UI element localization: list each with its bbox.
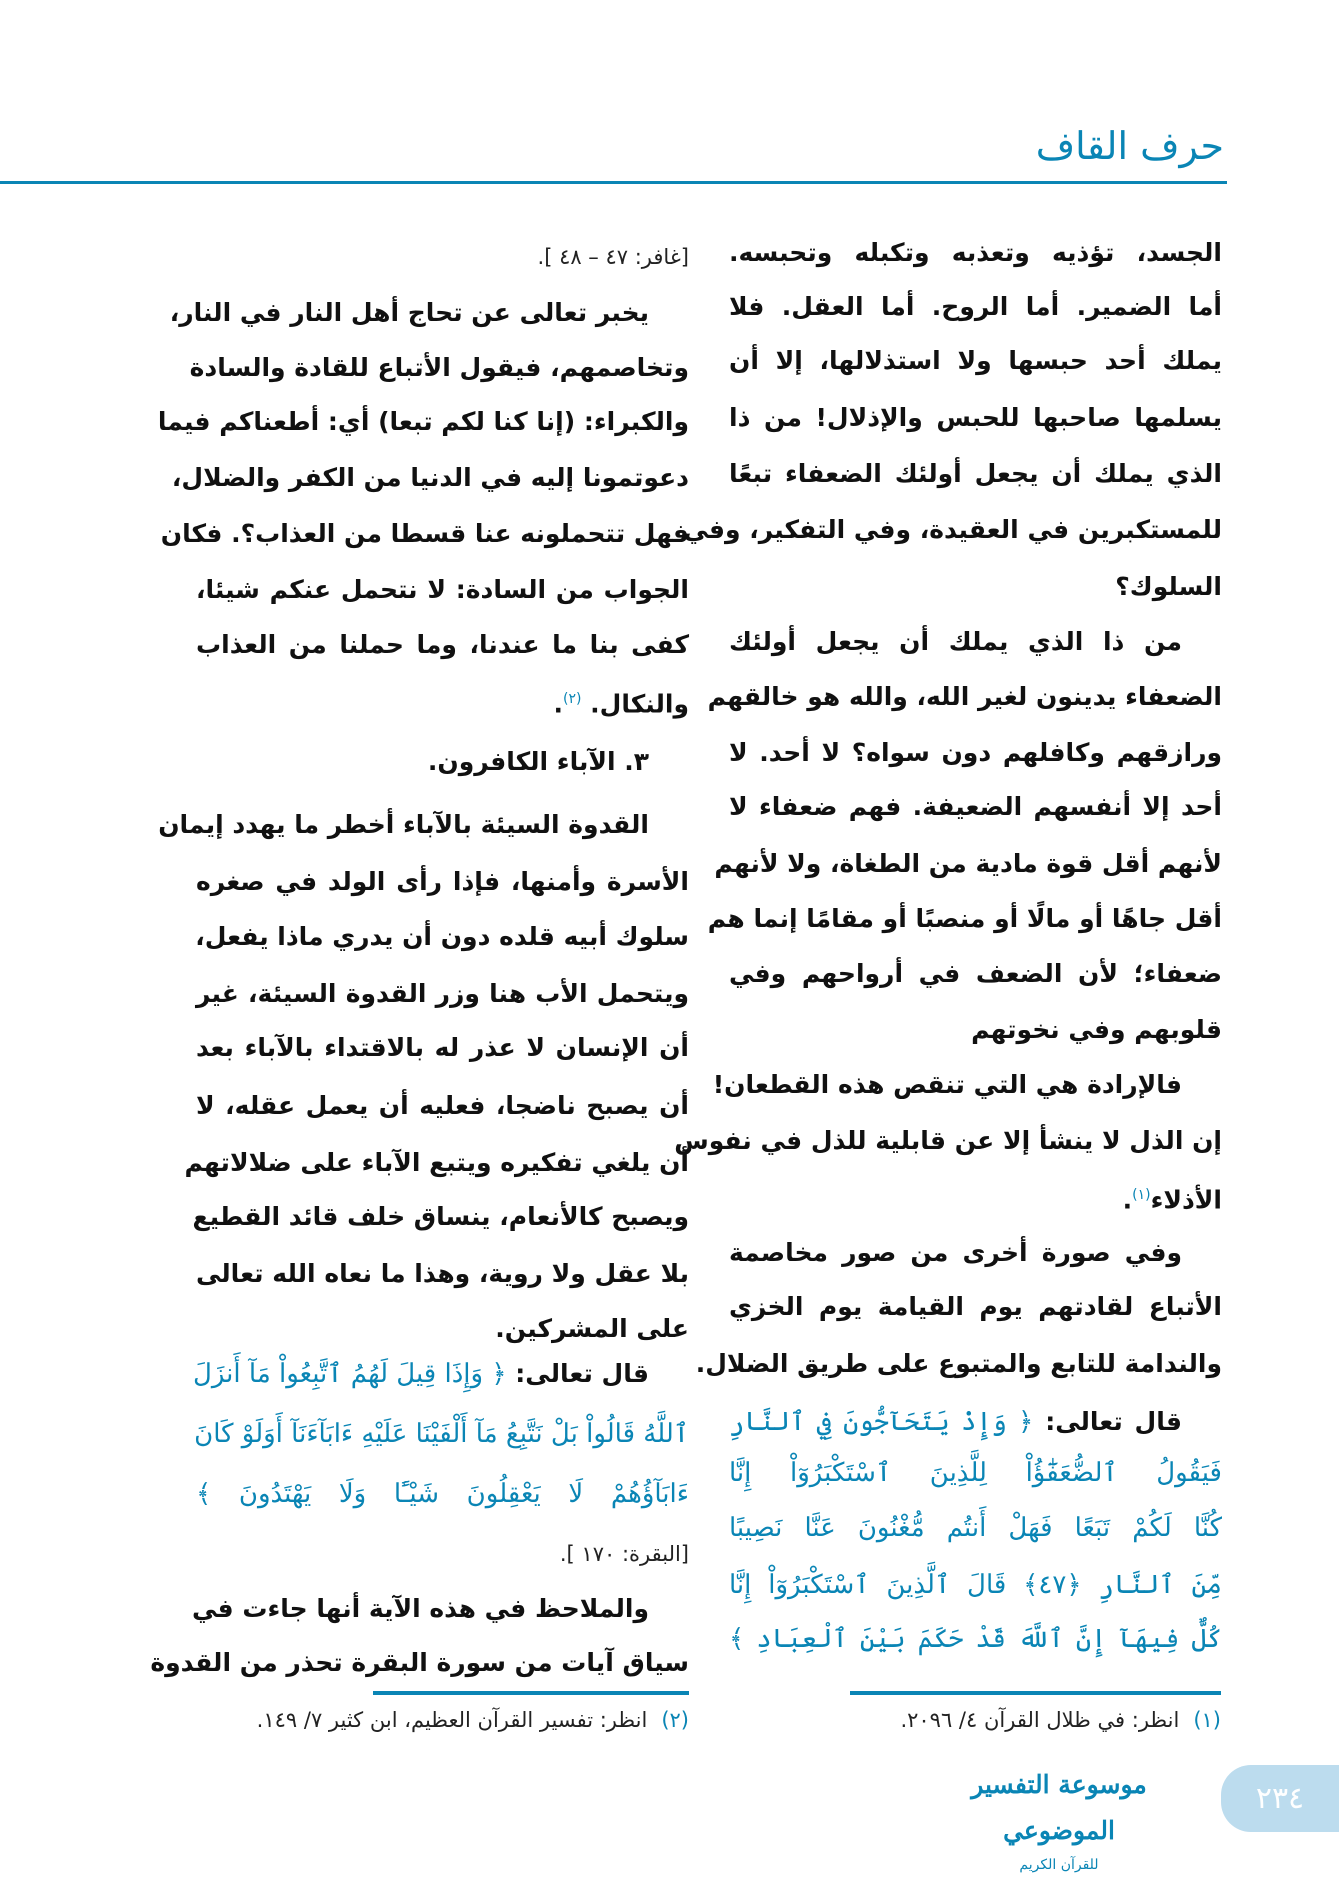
line-text: الأسرة وأمنها، فإذا رأى الولد في صغره [196,867,689,896]
text-line [729,1167,1222,1223]
quran-verse-line [729,1445,1222,1501]
quran-verse-line [192,1346,689,1402]
text-line [196,1246,689,1302]
footnote-marker[interactable]: (١) [1132,1187,1151,1203]
quran-text: مِّنَ ٱلنَّارِ ﴿٤٧﴾ قَالَ ٱلَّذِينَ ٱسْتَكْبَرُوٓاْ إِنَّا [729,1570,1222,1600]
text-line [729,390,1222,446]
line-tail: . [1122,1185,1133,1215]
line-text: الضعفاء يدينون لغير الله، والله هو خالقهم [707,682,1222,711]
line-text: القدوة السيئة بالآباء أخطر ما يهدد إيمان [158,810,649,839]
logo-title: موسوعة التفسير الموضوعي [971,1770,1147,1845]
text-line [674,1113,1222,1169]
line-text: وتخاصمهم، فيقول الأتباع للقادة والسادة [189,353,689,382]
line-text: قلوبهم وفي نخوتهم [971,1015,1222,1044]
quran-verse-line [729,1611,1222,1667]
quran-text: ﴿ وَإِذَا قِيلَ لَهُمُ ٱتَّبِعُواْ مَآ أَنزَلَ [192,1359,507,1389]
line-text: والكبراء: (إنا كنا لكم تبعا) أي: أطعناكم فيما [157,407,689,436]
quran-verse-line [196,1406,689,1462]
text-line [157,394,689,450]
verse-intro: قال تعالى: [506,1359,649,1388]
text-line [683,502,1222,558]
line-text: دعوتمونا إليه في الدنيا من الكفر والضلال، [171,463,689,492]
line-text: يسلمها صاحبها للحبس والإذلال! من ذا [729,403,1222,432]
footnote-text: انظر: تفسير القرآن العظيم، ابن كثير ٧/ ١٤٩. [256,1708,648,1732]
left-text-column [150,0,689,1700]
line-text: على المشركين. [495,1314,689,1343]
chapter-title: حرف القاف [1035,124,1224,168]
text-line [196,617,689,673]
text-line [729,779,1222,835]
text-line [169,285,689,341]
line-text: كفى بنا ما عندنا، وما حملنا من العذاب [196,630,689,659]
text-line [160,506,689,562]
line-text: أن الإنسان لا عذر له بالاقتداء بالآباء بعد [196,1033,689,1062]
line-text: من ذا الذي يملك أن يجعل أولئك [729,627,1182,656]
text-line [712,1057,1222,1113]
quran-text: ءَابَآؤُهُمْ لَا يَعْقِلُونَ شَيْـًٔا وَلَا يَهْتَدُونَ ﴾ [196,1479,689,1509]
text-line [729,333,1222,389]
quran-text: ٱللَّهُ قَالُواْ بَلْ نَتَّبِعُ مَآ أَلْفَيْنَا عَلَيْهِ ءَابَآءَنَآ أَوَلَوْ كَانَ [194,1419,689,1449]
line-text: الذي يملك أن يجعل أولئك الضعفاء تبعًا [729,459,1222,488]
line-text: أما الضمير. أما الروح. أما العقل. فلا [729,292,1222,321]
text-line [192,1581,689,1637]
text-line [707,891,1222,947]
verse-reference [196,229,689,285]
footnote-text: انظر: في ظلال القرآن ٤/ ٢٠٩٦. [900,1708,1180,1732]
footnote-2 [257,1708,689,1732]
text-line [196,1020,689,1076]
line-text: إن الذل لا ينشأ إلا عن قابلية للذل في نفوس [674,1126,1222,1155]
verse-intro: قال تعالى: [1033,1407,1183,1436]
quran-text: كُلٌّ فِيهَآ إِنَّ ٱللَّهَ قَدْ حَكَمَ بَيْنَ ٱلْعِبَادِ ﴾ [729,1624,1222,1654]
footnote-1 [900,1708,1221,1732]
line-text: أقل جاهًا أو مالًا أو منصبًا أو مقامًا إنما هم [707,904,1222,933]
verse-reference [196,1526,689,1582]
encyclopedia-logo [934,1762,1184,1873]
line-text: ورازقهم وكافلهم دون سواه؟ لا أحد. لا [729,738,1222,767]
footnote-divider-left [373,1691,689,1695]
quran-text: ﴿ وَإِذْ يَتَحَآجُّونَ فِي ٱلنَّارِ [729,1407,1034,1437]
line-text: سياق آيات من سورة البقرة تحذر من القدوة [150,1648,689,1677]
text-line [729,614,1222,670]
text-line [729,725,1222,781]
quran-verse-line [729,1557,1222,1613]
text-line [196,734,689,790]
line-text: أن يلغي تفكيره ويتبع الآباء على ضلالاتهم [184,1148,689,1177]
line-text: يخبر تعالى عن تحاج أهل النار في النار، [169,298,649,327]
line-text: الجواب من السادة: لا نتحمل عنكم شيئا، [196,575,689,604]
line-text: لأنهم أقل قوة مادية من الطغاة، ولا لأنهم [714,849,1222,878]
text-line [707,669,1222,725]
text-line [729,279,1222,335]
footnote-number: (١) [1193,1708,1221,1732]
text-line [150,1635,689,1691]
text-line [192,1189,689,1245]
line-text: سلوك أبيه قلده دون أن يدري ماذا يفعل، [195,922,689,951]
text-line [729,1225,1222,1281]
line-text: الأذلاء [1150,1185,1222,1215]
line-text: ويتحمل الأب هنا وزر القدوة السيئة، غير [196,979,689,1008]
line-text: ويصبح كالأنعام، ينساق خلف قائد القطيع [192,1202,689,1231]
footnote-divider-right [850,1691,1221,1695]
text-line [729,559,1222,615]
text-line [196,671,689,727]
line-text: [غافر: ٤٧ – ٤٨ ]. [537,245,689,269]
quran-text: فَيَقُولُ ٱلضُّعَفَٰٓؤُاْ لِلَّذِينَ ٱسْتَكْبَرُوٓاْ إِنَّا [729,1458,1222,1488]
footnote-marker[interactable]: (٢) [563,691,582,707]
line-text: للمستكبرين في العقيدة، وفي التفكير، وفي [683,515,1222,544]
quran-verse-line [196,1466,689,1522]
right-text-column [674,0,1222,1700]
line-text: والندامة للتابع والمتبوع على طريق الضلال. [695,1349,1222,1378]
line-text: ضعفاء؛ لأن الضعف في أرواحهم وفي [729,959,1222,988]
text-line [729,446,1222,502]
line-text: فهل تتحملونه عنا قسطا من العذاب؟. فكان [160,519,689,548]
text-line [196,854,689,910]
line-text: [البقرة: ١٧٠ ]. [559,1542,689,1566]
line-text: الأتباع لقادتهم يوم القيامة يوم الخزي [729,1292,1222,1321]
text-line [714,836,1222,892]
text-line [184,1135,689,1191]
line-text: أن يصبح ناضجا، فعليه أن يعمل عقله، لا [196,1091,689,1120]
quran-text: كُنَّا لَكُمْ تَبَعًا فَهَلْ أَنتُم مُّغْنُونَ عَنَّا نَصِيبًا [729,1513,1222,1543]
text-line [196,1078,689,1134]
logo-subtitle: للقرآن الكريم [1019,1857,1099,1873]
page-number: ٢٣٤ [1221,1765,1339,1832]
line-text: الجسد، تؤذيه وتعذبه وتكبله وتحبسه. [729,238,1222,267]
text-line [158,797,689,853]
line-text: بلا عقل ولا روية، وهذا ما نعاه الله تعالى [196,1259,689,1288]
footnote-number: (٢) [661,1708,689,1732]
line-text: وفي صورة أخرى من صور مخاصمة [729,1238,1182,1267]
text-line [729,946,1222,1002]
line-text: السلوك؟ [1115,572,1222,601]
text-line [189,340,689,396]
line-text: أحد إلا أنفسهم الضعيفة. فهم ضعفاء لا [729,792,1222,821]
quran-verse-line [729,1500,1222,1556]
line-text: فالإرادة هي التي تنقص هذه القطعان! [712,1070,1182,1099]
text-line [196,909,689,965]
text-line [196,966,689,1022]
line-text: والملاحظ في هذه الآية أنها جاءت في [192,1594,649,1623]
line-text: والنكال. [581,689,689,719]
text-line [729,1279,1222,1335]
quran-verse-line [729,1394,1222,1450]
text-line [196,562,689,618]
line-tail: . [553,689,563,719]
line-text: يملك أحد حبسها ولا استذلالها، إلا أن [729,346,1222,375]
text-line [729,225,1222,281]
text-line [171,450,689,506]
text-line [729,1002,1222,1058]
line-text: ٣. الآباء الكافرون. [427,747,649,776]
text-line [695,1336,1222,1392]
